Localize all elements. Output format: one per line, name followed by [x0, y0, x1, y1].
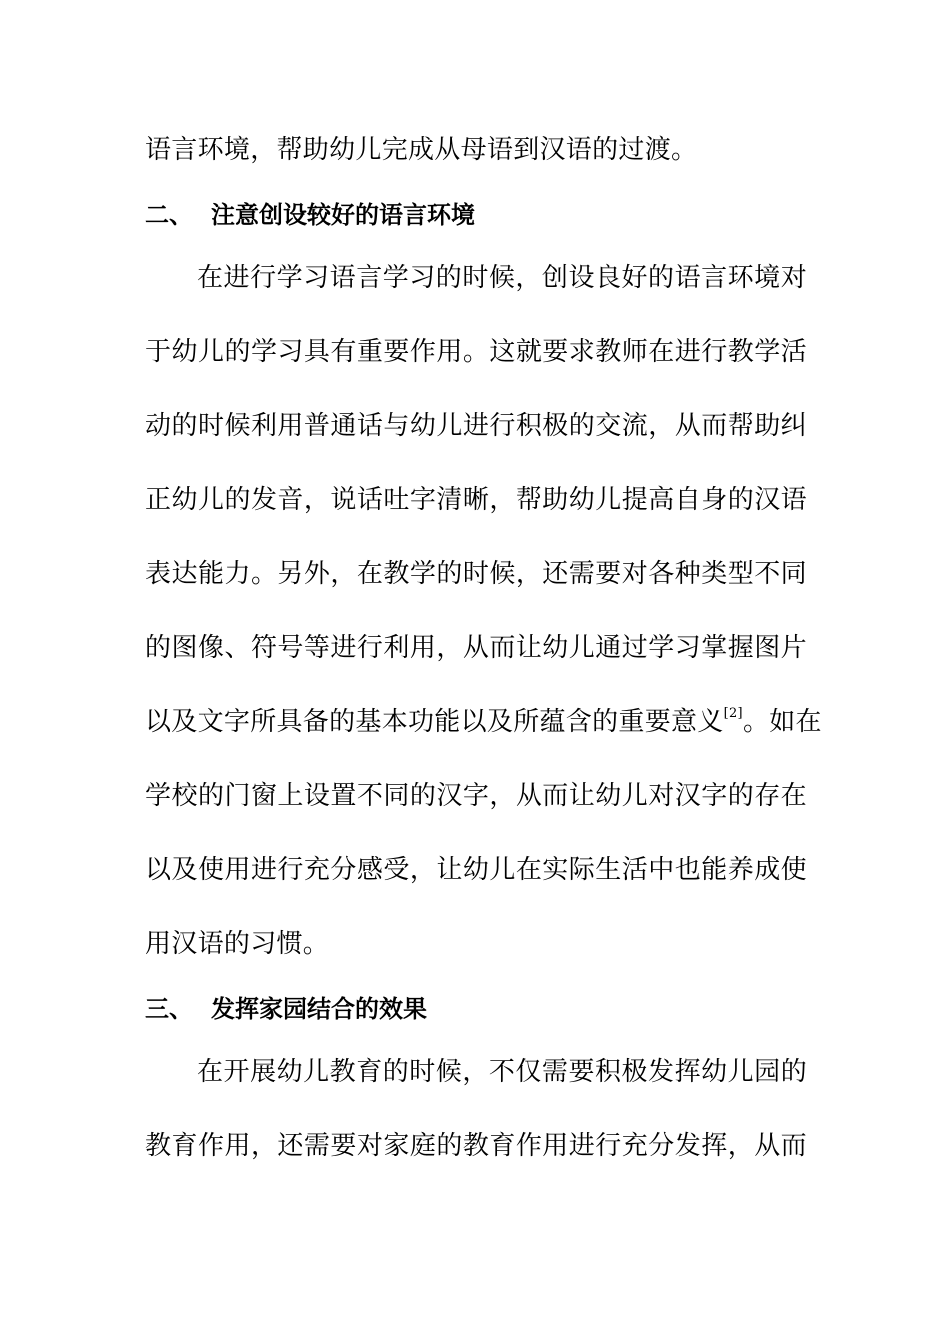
- paragraph-line: 在开展幼儿教育的时候，不仅需要积极发挥幼儿园的: [197, 1057, 807, 1087]
- paragraph-line: 教育作用，还需要对家庭的教育作用进行充分发挥，从而: [145, 1131, 807, 1161]
- paragraph-line: 学校的门窗上设置不同的汉字，从而让幼儿对汉字的存在: [145, 781, 807, 811]
- section-title: 注意创设较好的语言环境: [211, 201, 475, 229]
- paragraph-line: 用汉语的习惯。: [145, 929, 330, 959]
- paragraph-line: 表达能力。另外，在教学的时候，还需要对各种类型不同: [145, 559, 807, 589]
- paragraph-text: 以及文字所具备的基本功能以及所蕴含的重要意义: [145, 707, 724, 737]
- citation-marker: [2]: [723, 706, 743, 721]
- paragraph-line-with-citation: [145, 705, 822, 739]
- section-title: 发挥家园结合的效果: [211, 995, 427, 1023]
- section-number: 三、: [145, 995, 193, 1023]
- paragraph-line: 动的时候利用普通话与幼儿进行积极的交流，从而帮助纠: [145, 411, 807, 441]
- section-heading-2: [145, 199, 475, 231]
- section-heading-3: [145, 993, 427, 1025]
- paragraph-line: 在进行学习语言学习的时候，创设良好的语言环境对: [197, 263, 807, 293]
- paragraph-line: 以及使用进行充分感受，让幼儿在实际生活中也能养成使: [145, 855, 807, 885]
- paragraph-text: 。如在: [742, 707, 822, 737]
- paragraph-line: 的图像、符号等进行利用，从而让幼儿通过学习掌握图片: [145, 633, 807, 663]
- section-number: 二、: [145, 201, 193, 229]
- paragraph-line: 语言环境，帮助幼儿完成从母语到汉语的过渡。: [145, 135, 698, 165]
- paragraph-line: 正幼儿的发音，说话吐字清晰，帮助幼儿提高自身的汉语: [145, 485, 807, 515]
- paragraph-line: 于幼儿的学习具有重要作用。这就要求教师在进行教学活: [145, 337, 807, 367]
